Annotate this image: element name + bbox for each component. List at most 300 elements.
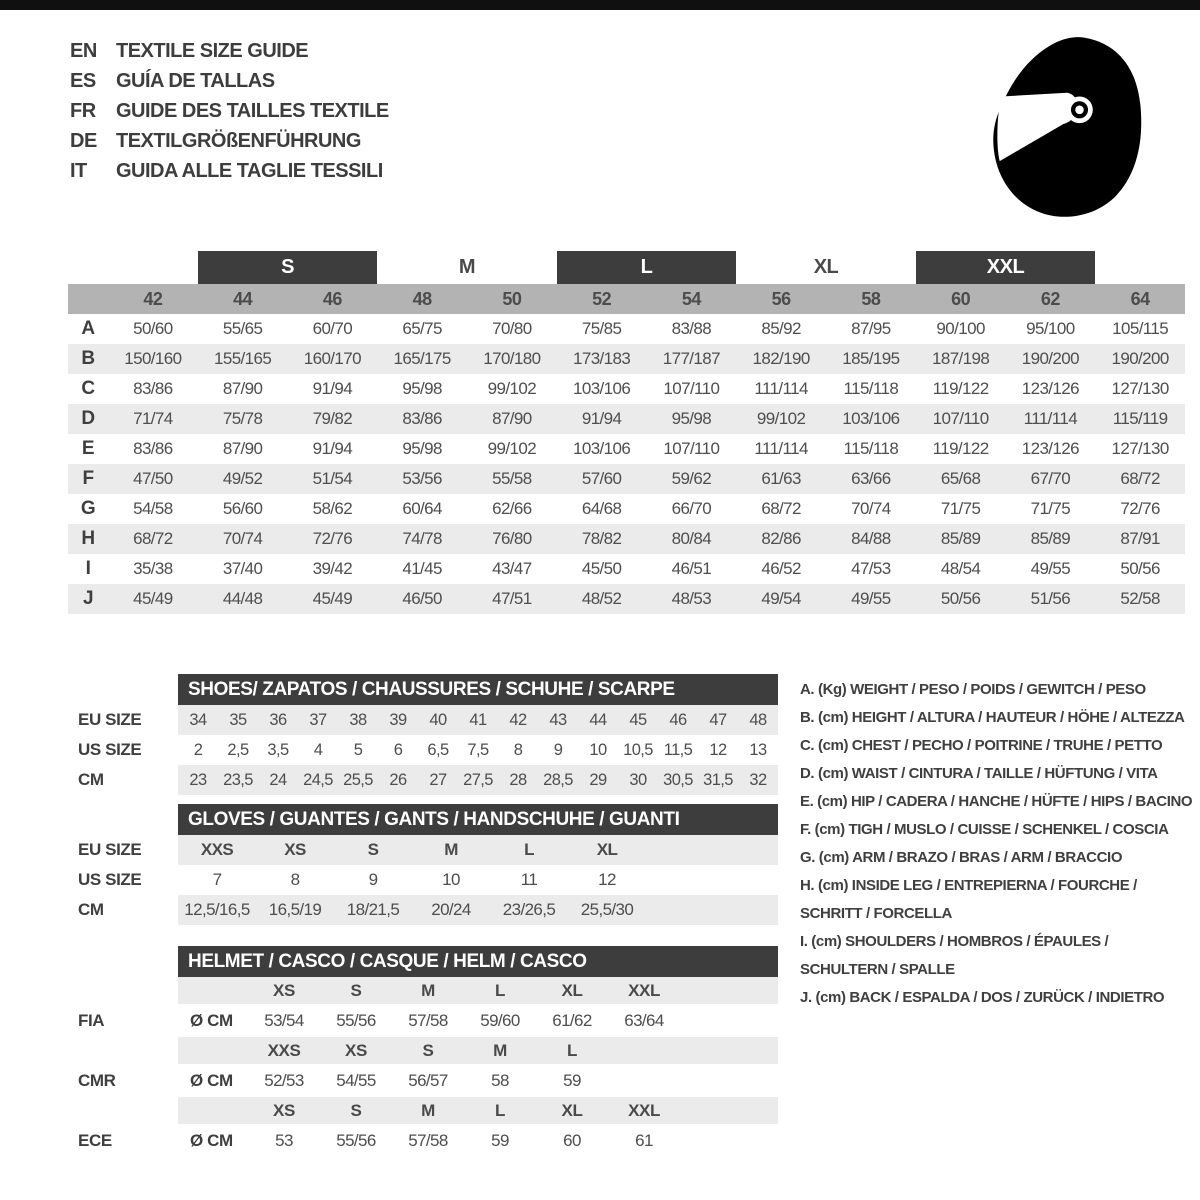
language-row (70, 96, 389, 126)
measurement-cell: 99/102 (487, 379, 537, 398)
measurement-cell: 46/51 (671, 559, 712, 578)
language-row (70, 66, 389, 96)
measurement-row (68, 524, 1185, 554)
measurement-cell: 103/106 (842, 409, 900, 428)
shoes-us-value: 10,5 (623, 740, 653, 759)
measurement-cell: 127/130 (1111, 439, 1169, 458)
measurement-cell: 50/56 (940, 589, 981, 608)
gloves-cm-value: 16,5/19 (268, 900, 322, 919)
measurement-cell: 76/80 (492, 529, 532, 548)
measurement-cell: 56/60 (222, 499, 263, 518)
diameter-unit-label: Ø CM (190, 1070, 233, 1090)
shoes-cm-value: 31,5 (703, 770, 733, 789)
legend-item: G. (cm) ARM / BRAZO / BRAS / ARM / BRACCIO (800, 849, 1123, 866)
numeric-size-label: 62 (1040, 288, 1060, 309)
measurement-cell: 78/82 (581, 529, 622, 548)
language-title: GUÍA DE TALLAS (116, 69, 275, 92)
measurement-cell: 44/48 (222, 589, 263, 608)
measurement-cell: 79/82 (312, 409, 353, 428)
measurement-cell: 115/118 (843, 379, 899, 398)
language-code: FR (70, 99, 96, 122)
measurement-cell: 70/74 (851, 499, 891, 518)
measurement-row (68, 584, 1185, 614)
legend-item: A. (Kg) WEIGHT / PESO / POIDS / GEWITCH / PESO (800, 681, 1146, 698)
helmet-size-value (608, 1064, 680, 1097)
row-letter: I (85, 558, 91, 579)
measurement-cell: 68/72 (761, 499, 801, 518)
row-letter: D (81, 408, 95, 429)
numeric-size-label: 58 (861, 288, 881, 309)
helmet-size-label: M (421, 1100, 435, 1120)
shoes-us-value: 6 (393, 740, 403, 759)
helmet-size-value: 55/56 (336, 1010, 376, 1030)
size-header-row (68, 251, 1185, 284)
measurement-cell: 95/100 (1026, 319, 1075, 338)
shoes-eu-value: 47 (709, 710, 727, 729)
gloves-eu-value: M (444, 840, 458, 859)
shoes-cm-value: 24,5 (303, 770, 333, 789)
measurement-cell: 105/115 (1112, 319, 1169, 338)
helmet-size-label: XS (273, 1100, 295, 1120)
row-letter: A (81, 318, 95, 339)
measurement-cell: 111/114 (754, 379, 808, 398)
diameter-unit-label: Ø CM (190, 1130, 233, 1150)
numeric-size-label: 50 (502, 288, 522, 309)
measurement-cell: 84/88 (851, 529, 891, 548)
language-row (70, 156, 389, 186)
helmet-size-value: 59 (563, 1070, 581, 1090)
measurement-row (68, 494, 1185, 524)
measurement-cell: 51/54 (312, 469, 353, 488)
numeric-size-label: 48 (412, 288, 432, 309)
helmet-size-label: XL (561, 1100, 583, 1120)
shoes-us-value: 2,5 (227, 740, 249, 759)
language-row (70, 36, 389, 66)
row-letter: C (81, 378, 95, 399)
measurement-cell: 99/102 (756, 409, 806, 428)
measurement-cell: 107/110 (932, 409, 989, 428)
shoes-eu-value: 45 (629, 710, 647, 729)
row-letter: F (82, 468, 94, 489)
helmet-size-value: 53/54 (264, 1010, 304, 1030)
shoes-us-value: 11,5 (663, 740, 693, 759)
measurement-cell: 160/170 (303, 349, 361, 368)
helmet-size-value: 54/55 (336, 1070, 376, 1090)
helmet-size-label: XS (345, 1040, 367, 1060)
helmet-size-label: XXL (628, 1100, 660, 1120)
measurement-cell: 50/60 (133, 319, 173, 338)
measurement-cell: 87/91 (1120, 529, 1160, 548)
measurement-cell: 64/68 (581, 499, 622, 518)
language-row (70, 126, 389, 156)
helmet-standard-section (68, 1037, 1180, 1097)
helmet-standard-label: CMR (78, 1070, 116, 1090)
measurement-cell: 49/55 (851, 589, 891, 608)
legend-item: E. (cm) HIP / CADERA / HANCHE / HÜFTE / HIPS / BACINO (800, 793, 1193, 810)
row-letter: H (81, 528, 95, 549)
helmet-size-label: S (422, 1040, 434, 1060)
measurement-cell: 71/74 (133, 409, 173, 428)
measurement-cell: 95/98 (402, 439, 442, 458)
measurement-cell: 119/122 (932, 379, 989, 398)
shoes-us-value: 10 (589, 740, 607, 759)
measurement-cell: 91/94 (581, 409, 622, 428)
measurement-cell: 91/94 (312, 439, 353, 458)
measurement-cell: 65/75 (402, 319, 442, 338)
language-title: TEXTILE SIZE GUIDE (116, 39, 309, 62)
measurement-cell: 95/98 (671, 409, 712, 428)
shoes-eu-value: 48 (749, 710, 767, 729)
shoes-cm-value: 30 (629, 770, 647, 789)
measurement-cell: 75/85 (581, 319, 622, 338)
size-header-xl: XL (813, 256, 839, 278)
legend-item: C. (cm) CHEST / PECHO / POITRINE / TRUHE / PETTO (800, 737, 1163, 754)
helmet-standard-section (68, 1097, 1180, 1157)
shoes-us-value: 13 (749, 740, 767, 759)
measurement-cell: 87/90 (222, 379, 263, 398)
shoes-cm-value: 28,5 (543, 770, 573, 789)
gloves-eu-value: L (524, 840, 534, 859)
helmet-size-label: L (495, 980, 505, 1000)
measurement-row (68, 374, 1185, 404)
measurement-cell: 65/68 (940, 469, 981, 488)
shoes-us-value: 4 (313, 740, 323, 759)
measurement-cell: 87/90 (492, 409, 532, 428)
row-label-cm: CM (78, 900, 104, 919)
gloves-table-title: GLOVES / GUANTES / GANTS / HANDSCHUHE / GUANTI (178, 804, 778, 835)
measurement-cell: 60/70 (312, 319, 353, 338)
measurement-cell: 115/118 (843, 439, 899, 458)
helmet-size-value: 52/53 (264, 1070, 304, 1090)
shoes-eu-value: 43 (549, 710, 567, 729)
shoes-cm-value: 27,5 (463, 770, 493, 789)
row-label-eu-size: EU SIZE (78, 710, 142, 729)
helmet-value-row (68, 1064, 1180, 1097)
measurement-cell: 35/38 (133, 559, 173, 578)
measurement-cell: 45/50 (581, 559, 622, 578)
measurement-cell: 185/195 (842, 349, 900, 368)
measurement-cell: 83/86 (133, 379, 173, 398)
row-label-us-size: US SIZE (78, 870, 142, 889)
numeric-size-label: 56 (771, 288, 791, 309)
measurement-cell: 155/165 (213, 349, 272, 368)
measurement-cell: 58/62 (312, 499, 353, 518)
helmet-size-value: 57/58 (408, 1010, 448, 1030)
measurement-cell: 83/88 (671, 319, 712, 338)
language-title: GUIDA ALLE TAGLIE TESSILI (116, 159, 383, 182)
shoes-eu-value: 39 (389, 710, 407, 729)
measurement-cell: 182/190 (752, 349, 810, 368)
measurement-legend (800, 676, 1193, 1012)
measurement-cell: 37/40 (222, 559, 263, 578)
measurement-cell: 45/49 (133, 589, 173, 608)
language-code: EN (70, 39, 97, 62)
measurement-cell: 48/53 (671, 589, 712, 608)
measurement-cell: 82/86 (761, 529, 801, 548)
helmet-size-label: S (350, 980, 362, 1000)
gloves-eu-value: XL (596, 840, 618, 859)
size-header-s: S (198, 251, 378, 284)
helmet-standard-label: ECE (78, 1130, 112, 1150)
shoes-table-title: SHOES/ ZAPATOS / CHAUSSURES / SCHUHE / SCARPE (178, 674, 778, 705)
measurement-row (68, 434, 1185, 464)
shoes-cm-value: 25,5 (343, 770, 373, 789)
measurement-cell: 111/114 (754, 439, 808, 458)
measurement-row (68, 554, 1185, 584)
measurement-row (68, 314, 1185, 344)
legend-item: B. (cm) HEIGHT / ALTURA / HAUTEUR / HÖHE / ALTEZZA (800, 709, 1185, 726)
numeric-size-label: 54 (681, 288, 701, 309)
shoes-us-value: 7,5 (467, 740, 489, 759)
language-code: ES (70, 69, 96, 92)
helmet-size-value: 61/62 (552, 1010, 592, 1030)
measurement-cell: 111/114 (1023, 409, 1078, 428)
shoes-us-value: 9 (553, 740, 563, 759)
measurement-cell: 46/50 (402, 589, 442, 608)
measurement-cell: 115/119 (1112, 409, 1168, 428)
measurement-cell: 107/110 (663, 439, 720, 458)
measurement-cell: 72/76 (312, 529, 353, 548)
measurement-cell: 75/78 (222, 409, 263, 428)
shoes-eu-value: 46 (669, 710, 687, 729)
shoes-cm-value: 26 (389, 770, 407, 789)
numeric-size-label: 44 (233, 288, 253, 309)
measurement-cell: 71/75 (940, 499, 981, 518)
measurement-cell: 68/72 (1120, 469, 1160, 488)
measurement-cell: 119/122 (932, 439, 989, 458)
measurement-rows (68, 314, 1185, 614)
helmet-value-row (68, 1124, 1180, 1157)
measurement-row (68, 464, 1185, 494)
measurement-cell: 49/54 (761, 589, 801, 608)
measurement-cell: 45/49 (312, 589, 353, 608)
helmet-size-value: 59/60 (480, 1010, 520, 1030)
measurement-cell: 51/56 (1030, 589, 1071, 608)
helmet-size-value: 59 (491, 1130, 509, 1150)
measurement-cell: 85/89 (1030, 529, 1071, 548)
legend-item: J. (cm) BACK / ESPALDA / DOS / ZURÜCK / INDIETRO (800, 989, 1165, 1006)
helmet-size-label: M (421, 980, 435, 1000)
measurement-cell: 99/102 (487, 439, 537, 458)
measurement-cell: 90/100 (936, 319, 985, 338)
measurement-cell: 41/45 (402, 559, 442, 578)
shoes-us-value: 5 (353, 740, 363, 759)
measurement-cell: 57/60 (581, 469, 622, 488)
measurement-cell: 187/198 (931, 349, 990, 368)
language-title: GUIDE DES TAILLES TEXTILE (116, 99, 389, 122)
shoes-cm-value: 24 (269, 770, 287, 789)
row-label-us-size: US SIZE (78, 740, 142, 759)
measurement-cell: 103/106 (572, 379, 631, 398)
helmet-size-value: 60 (563, 1130, 581, 1150)
row-label-cm: CM (78, 770, 104, 789)
gloves-us-value: 7 (212, 870, 222, 889)
top-border-bar (0, 0, 1200, 10)
shoes-cm-value: 23 (189, 770, 207, 789)
gloves-eu-value: S (367, 840, 379, 859)
legend-item: D. (cm) WAIST / CINTURA / TAILLE / HÜFTUNG / VITA (800, 765, 1158, 782)
numeric-size-label: 52 (592, 288, 612, 309)
shoes-cm-value: 27 (429, 770, 447, 789)
language-title: TEXTILGRÖßENFÜHRUNG (116, 129, 361, 152)
measurement-cell: 39/42 (312, 559, 353, 578)
measurement-cell: 49/55 (1030, 559, 1071, 578)
shoes-us-value: 2 (193, 740, 203, 759)
helmet-size-band (68, 1097, 1180, 1124)
shoes-eu-value: 38 (349, 710, 367, 729)
racing-helmet-icon (975, 30, 1165, 220)
measurement-cell: 83/86 (133, 439, 173, 458)
measurement-cell: 85/92 (761, 319, 801, 338)
helmet-size-value: 56/57 (408, 1070, 448, 1090)
measurement-cell: 62/66 (492, 499, 532, 518)
row-label-eu-size: EU SIZE (78, 840, 142, 859)
helmet-size-label: XXL (628, 980, 660, 1000)
measurement-cell: 190/200 (1111, 349, 1169, 368)
numeric-size-label: 64 (1130, 288, 1150, 309)
helmet-standard-label: FIA (78, 1010, 105, 1030)
measurement-cell: 80/84 (671, 529, 712, 548)
measurement-cell: 70/74 (222, 529, 263, 548)
measurement-cell: 60/64 (402, 499, 442, 518)
gloves-us-value: 11 (520, 870, 538, 889)
shoes-eu-value: 41 (469, 710, 487, 729)
measurement-cell: 87/95 (851, 319, 891, 338)
measurement-cell: 43/47 (492, 559, 532, 578)
shoes-eu-value: 37 (309, 710, 327, 729)
measurement-cell: 49/52 (222, 469, 263, 488)
language-code: IT (70, 159, 87, 182)
shoes-eu-value: 34 (189, 710, 207, 729)
gloves-eu-value: XS (284, 840, 306, 859)
measurement-cell: 52/58 (1120, 589, 1160, 608)
measurement-cell: 165/175 (393, 349, 451, 368)
shoes-us-value: 6,5 (427, 740, 449, 759)
shoes-eu-value: 36 (269, 710, 287, 729)
legend-item: F. (cm) TIGH / MUSLO / CUISSE / SCHENKEL / COSCIA (800, 821, 1169, 838)
gloves-cm-value: 23/26,5 (502, 900, 556, 919)
shoes-us-value: 12 (709, 740, 727, 759)
measurement-cell: 66/70 (671, 499, 712, 518)
numeric-size-label: 42 (143, 288, 163, 309)
measurement-cell: 55/58 (492, 469, 532, 488)
shoes-cm-value: 28 (509, 770, 527, 789)
measurement-cell: 50/56 (1120, 559, 1160, 578)
measurement-cell: 87/90 (222, 439, 263, 458)
helmet-size-label: S (350, 1100, 362, 1120)
measurement-cell: 67/70 (1030, 469, 1071, 488)
measurement-cell: 46/52 (761, 559, 801, 578)
size-header-xxl: XXL (916, 251, 1096, 284)
measurement-cell: 123/126 (1021, 379, 1079, 398)
shoes-cm-value: 30,5 (663, 770, 693, 789)
helmet-size-value: 55/56 (336, 1130, 376, 1150)
measurement-cell: 48/52 (581, 589, 622, 608)
row-letter: E (81, 438, 95, 459)
helmet-size-label: L (567, 1040, 577, 1060)
numeric-size-label: 60 (951, 288, 971, 309)
measurement-cell: 85/89 (940, 529, 981, 548)
helmet-size-label (608, 1037, 680, 1064)
measurement-cell: 123/126 (1021, 439, 1079, 458)
gloves-cm-value: 12,5/16,5 (184, 900, 250, 919)
measurement-cell: 103/106 (572, 439, 631, 458)
measurement-row (68, 344, 1185, 374)
gloves-us-value: 8 (290, 870, 300, 889)
legend-item: H. (cm) INSIDE LEG / ENTREPIERNA / FOURCHE / SCHRITT / FORCELLA (800, 877, 1137, 922)
gloves-us-value: 10 (442, 870, 460, 889)
measurement-cell: 71/75 (1030, 499, 1071, 518)
measurement-cell: 47/50 (133, 469, 173, 488)
helmet-size-value: 61 (635, 1130, 653, 1150)
measurement-cell: 170/180 (483, 349, 541, 368)
row-letter: G (80, 498, 96, 519)
gloves-cm-value: 25,5/30 (580, 900, 634, 919)
measurement-cell: 68/72 (133, 529, 173, 548)
measurement-cell: 53/56 (402, 469, 442, 488)
size-header-l: L (557, 251, 737, 284)
measurement-cell: 59/62 (671, 469, 712, 488)
helmet-size-value: 63/64 (624, 1010, 664, 1030)
helmet-size-label: XS (273, 980, 295, 1000)
row-letter: J (82, 588, 94, 609)
numeric-size-band (68, 284, 1185, 314)
measurement-cell: 47/51 (492, 589, 532, 608)
measurement-cell: 190/200 (1021, 349, 1079, 368)
shoes-eu-value: 44 (589, 710, 607, 729)
helmet-size-label: L (495, 1100, 505, 1120)
measurement-cell: 74/78 (402, 529, 442, 548)
shoes-eu-value: 40 (429, 710, 447, 729)
measurement-row (68, 404, 1185, 434)
measurement-cell: 83/86 (402, 409, 442, 428)
measurement-cell: 61/63 (761, 469, 801, 488)
size-header-m: M (458, 256, 476, 278)
measurement-cell: 177/187 (662, 349, 720, 368)
shoes-cm-value: 29 (589, 770, 607, 789)
measurement-cell: 72/76 (1120, 499, 1160, 518)
measurement-cell: 95/98 (402, 379, 442, 398)
measurement-cell: 70/80 (492, 319, 532, 338)
helmet-size-value: 58 (491, 1070, 509, 1090)
measurement-cell: 47/53 (851, 559, 891, 578)
helmet-size-label: XXS (267, 1040, 301, 1060)
language-title-list (70, 36, 389, 186)
gloves-cm-value: 20/24 (431, 900, 471, 919)
measurement-cell: 63/66 (851, 469, 891, 488)
band-spacer (68, 284, 108, 314)
measurement-cell: 91/94 (312, 379, 353, 398)
helmet-size-band (68, 1037, 1180, 1064)
measurement-cell: 55/65 (222, 319, 263, 338)
gloves-us-value: 9 (368, 870, 378, 889)
helmet-size-label: XL (561, 980, 583, 1000)
numeric-size-label: 46 (322, 288, 342, 309)
helmet-size-value: 57/58 (408, 1130, 448, 1150)
gloves-us-value: 12 (598, 870, 616, 889)
shoes-cm-value: 23,5 (223, 770, 253, 789)
shoes-us-value: 8 (513, 740, 523, 759)
measurement-cell: 150/160 (124, 349, 182, 368)
measurement-cell: 48/54 (940, 559, 981, 578)
measurement-cell: 127/130 (1111, 379, 1169, 398)
shoes-us-value: 3,5 (267, 740, 289, 759)
helmet-size-value: 53 (275, 1130, 293, 1150)
measurement-cell: 54/58 (133, 499, 173, 518)
gloves-eu-value: XXS (200, 840, 234, 859)
measurement-cell: 173/183 (572, 349, 631, 368)
measurement-cell: 107/110 (663, 379, 720, 398)
